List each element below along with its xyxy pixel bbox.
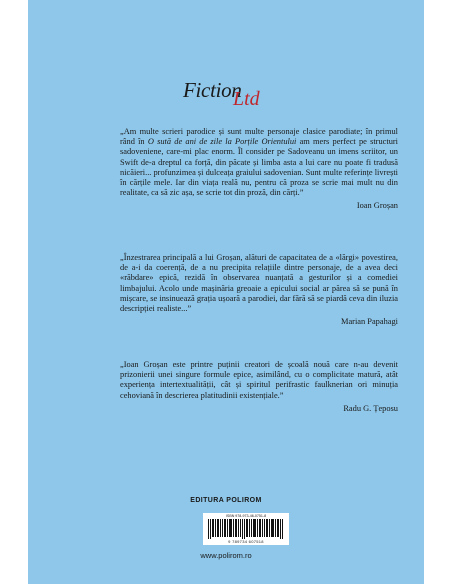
publisher-website: www.polirom.ro xyxy=(200,551,252,560)
quote-author: Radu G. Țeposu xyxy=(343,403,398,413)
quote-block-1 xyxy=(120,127,398,212)
logo-suffix: Ltd xyxy=(233,88,260,110)
quote-block-3 xyxy=(120,360,398,414)
logo-word: Fiction xyxy=(183,78,242,102)
quote-text: „Înzestrarea principală a lui Groșan, alături de capacitatea de a «lărgi» povestirea, de a-i da coerență, de a nu precipita relațiile dintre personaje, de a avea deci «răbdare» epică, rezidă în observarea nuanțată a gesturilor și a comediei limbajului. Acolo unde mașinăria greoaie a epicului social ar părea să se pună în mișcare, se insinuează grația ușoară a parodiei, dar fără să se piardă ceva din iluzia descripției realiste...” xyxy=(120,253,398,314)
barcode xyxy=(203,513,289,545)
quote-text: „Ioan Groșan este printre puținii creatori de școală nouă care n-au devenit prizonierii unei singure formule epice, asimilând, cu o complicitate matură, atât experiența intertextualității, cât și spiritul perifrastic faulknerian ori minuția cehoviană în descrierea platitudinii existențiale.” xyxy=(120,360,398,400)
quote-author: Marian Papahagi xyxy=(341,317,398,327)
isbn-text: ISBN 978-973-46-0751-8 xyxy=(225,514,267,518)
book-title: O sută de ani de zile la Porțile Orientului xyxy=(147,137,297,147)
quote-text xyxy=(120,127,398,198)
fiction-ltd-logo xyxy=(28,74,424,114)
quote-block-2 xyxy=(120,253,398,327)
quote-author: Ioan Groșan xyxy=(356,201,398,211)
barcode-bars xyxy=(208,519,284,539)
back-cover xyxy=(28,0,424,584)
quote-text-part: am mers perfect pe structuri sadoveniene, care-mi plac enorm. Îl consider pe Sadoveanu un imens scriitor, un Swift de-a dreptul ca forță, din păcate și limba asta a lui care nu poate fi tradusă nicăieri... profunzimea și dulceața graiului sadovenian. Sunt multe referințe livrești în cărțile mele. Iar din viața reală nu, pentru că proza se scrie mai mult nu din realitate, ca să zic așa, se scrie tot din proză, din cărți.” xyxy=(120,137,398,198)
publisher-name: EDITURA POLIROM xyxy=(190,497,262,504)
ean-digits: 9 789734 607518 xyxy=(228,539,264,544)
quote-text-part: „Am multe scrieri parodice și sunt multe personaje clasice parodiate; în primul rând în xyxy=(120,127,398,147)
